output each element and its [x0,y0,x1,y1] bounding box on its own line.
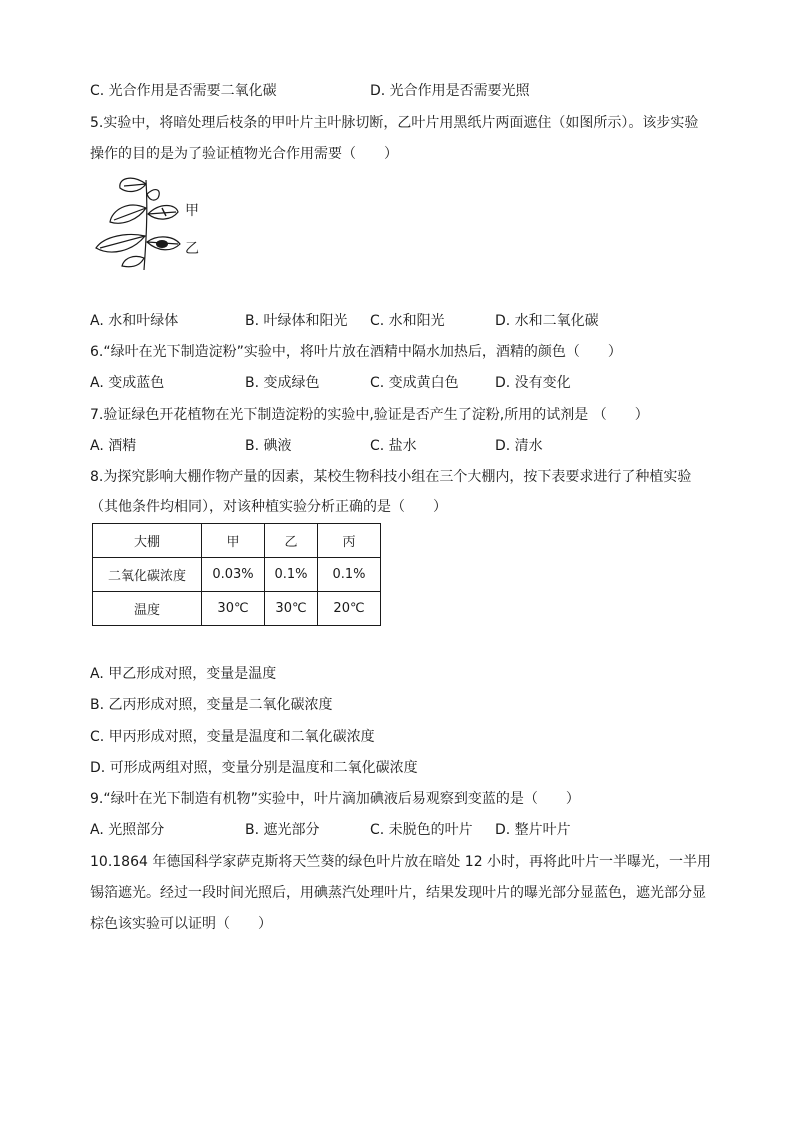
q7-stem: 7.验证绿色开花植物在光下制造淀粉的实验中,验证是否产生了淀粉,所用的试剂是 （ ） [90,407,649,423]
q8-option-c: C. 甲丙形成对照，变量是温度和二氧化碳浓度 [90,729,375,745]
q4-option-d: D. 光合作用是否需要光照 [370,83,530,99]
table-header-cell: 大棚 [93,524,202,558]
table-header-cell: 甲 [202,524,265,558]
q5-stem-line1: 5.实验中，将暗处理后枝条的甲叶片主叶脉切断，乙叶片用黑纸片两面遮住（如图所示）。该步实验 [90,115,699,131]
q8-option-b: B. 乙丙形成对照，变量是二氧化碳浓度 [90,697,333,713]
q5-option-a: A. 水和叶绿体 [90,313,179,329]
table-row [93,592,381,626]
q6-option-c: C. 变成黄白色 [370,375,459,391]
q9-option-d: D. 整片叶片 [495,822,571,838]
q9-option-b: B. 遮光部分 [245,822,320,838]
greenhouse-table [92,523,381,626]
q8-option-d: D. 可形成两组对照，变量分别是温度和二氧化碳浓度 [90,760,418,776]
q10-stem-line3: 棕色该实验可以证明（ ） [90,916,272,932]
q7-option-b: B. 碘液 [245,438,292,454]
q6-option-a: A. 变成蓝色 [90,375,165,391]
table-header-cell: 丙 [318,524,381,558]
q9-option-c: C. 未脱色的叶片 [370,822,473,838]
q5-option-c: C. 水和阳光 [370,313,445,329]
figure-label-jia: 甲 [185,203,199,219]
table-cell: 0.1% [265,558,318,592]
q4-option-c: C. 光合作用是否需要二氧化碳 [90,83,277,99]
q9-option-a: A. 光照部分 [90,822,165,838]
q10-stem-line1: 10.1864 年德国科学家萨克斯将天竺葵的绿色叶片放在暗处 12 小时，再将此叶片一半曝光，一半用 [90,854,712,870]
table-cell: 30℃ [202,592,265,626]
table-cell: 温度 [93,592,202,626]
black-paper-patch [156,240,168,248]
table-cell: 二氧化碳浓度 [93,558,202,592]
q7-option-d: D. 清水 [495,438,543,454]
table-cell: 0.1% [318,558,381,592]
table-cell: 30℃ [265,592,318,626]
q7-option-c: C. 盐水 [370,438,417,454]
table-cell: 0.03% [202,558,265,592]
table-cell: 20℃ [318,592,381,626]
q8-stem-line1: 8.为探究影响大棚作物产量的因素，某校生物科技小组在三个大棚内，按下表要求进行了种植实验 [90,469,692,485]
q10-stem-line2: 锡箔遮光。经过一段时间光照后，用碘蒸汽处理叶片，结果发现叶片的曝光部分显蓝色，遮光部分显 [90,885,706,901]
q9-stem: 9.“绿叶在光下制造有机物”实验中，叶片滴加碘液后易观察到变蓝的是（ ） [90,791,580,807]
q8-stem-line2: （其他条件均相同），对该种植实验分析正确的是（ ） [90,499,447,515]
table-header-row [93,524,381,558]
figure-label-yi: 乙 [185,241,199,257]
vein-cut-mark [162,208,166,216]
table-header-cell: 乙 [265,524,318,558]
table-row [93,558,381,592]
q8-option-a: A. 甲乙形成对照，变量是温度 [90,666,277,682]
q5-stem-line2: 操作的目的是为了验证植物光合作用需要（ ） [90,146,398,162]
q5-option-b: B. 叶绿体和阳光 [245,313,348,329]
q6-option-d: D. 没有变化 [495,375,571,391]
q7-option-a: A. 酒精 [90,438,137,454]
q5-option-d: D. 水和二氧化碳 [495,313,599,329]
q6-option-b: B. 变成绿色 [245,375,320,391]
q6-stem: 6.“绿叶在光下制造淀粉”实验中，将叶片放在酒精中隔水加热后，酒精的颜色（ ） [90,344,622,360]
